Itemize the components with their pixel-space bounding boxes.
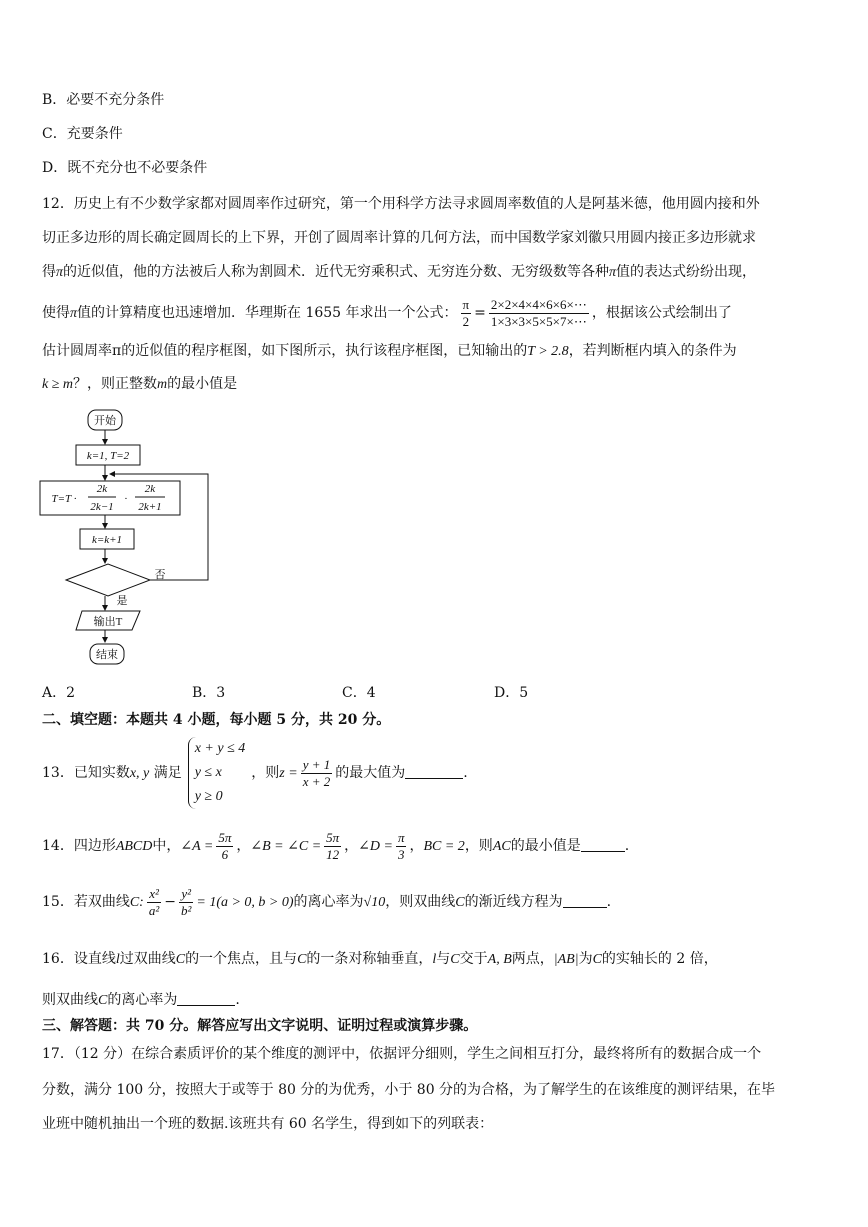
q12-line4 — [42, 296, 732, 331]
q13-post1: ，则 — [251, 765, 280, 781]
q17-line2: 分数，满分 100 分，按照大于或等于 80 分的为优秀，小于 80 分的为合格，为了解学生的在该维度的测评结果，在毕 — [42, 1082, 776, 1098]
q12-option-c: C．4 — [342, 685, 376, 701]
q13-post2: 的最大值为 — [335, 765, 406, 781]
q14: 14．四边形ABCD中，∠A = $\frac{5\pi}{6}$ ，∠B = ∠C = $\frac{5\pi}{12}$ ，∠D = $\frac{\pi}{3}$ ，BC = 2，则AC的最小值是 . — [42, 829, 630, 862]
incr-label: k=k+1 — [91, 534, 123, 546]
q17-line1: 17．（12 分）在综合素质评价的某个维度的测评中，依据评分细则，学生之间相互打分，最终将所有的数据合成一个 — [42, 1046, 762, 1062]
q12-options — [42, 682, 802, 702]
q14-answer-blank — [581, 837, 625, 852]
q13-vars: x, y — [129, 766, 150, 781]
q12-l5b: ，若判断框内填入的条件为 — [568, 343, 737, 359]
program-flowchart — [38, 404, 238, 672]
q12-l6b: 的最小值是 — [167, 376, 238, 392]
q13-z: z = — [279, 766, 298, 781]
constraint-system: x + y ≤ 4 y ≤ x y ≥ 0 — [188, 737, 246, 809]
dot-label: · — [124, 493, 128, 505]
q12-l4b: 值的计算精度也迅速增加．华理斯在 1655 年求出一个公式： — [77, 305, 458, 321]
option-c: C．充要条件 — [42, 126, 123, 142]
f2-num: 2k — [144, 483, 156, 495]
var-m: m — [157, 377, 168, 392]
q15: 15．若双曲线C: $\frac{\text{x²}}{\text{a²}}$ − $\frac{\text{y²}}{\text{b²}}$ = 1(a > 0, b > 0)的离心率为√10，则双曲线C的渐近线方程为 . — [42, 885, 612, 918]
q17-line3: 业班中随机抽出一个班的数据.该班共有 60 名学生，得到如下的列联表： — [42, 1116, 494, 1132]
q13-mid: 满足 — [153, 765, 182, 781]
q12-line1: 12．历史上有不少数学家都对圆周率作过研究，第一个用科学方法寻求圆周率数值的人是阿基米德，他用圆内接和外 — [42, 196, 760, 212]
q12-line6 — [42, 373, 237, 396]
yes-label: 是 — [116, 595, 128, 607]
q16-line1: 16．设直线l过双曲线C的一个焦点，且与C的一条对称轴垂直，l与C交于A, B两点，|AB|为C的实轴长的 2 倍， — [42, 951, 718, 967]
eccentricity-value: √10 — [363, 895, 386, 910]
decision-diamond — [66, 564, 150, 596]
pi-symbol: π — [56, 265, 64, 280]
q12-l3c: 值的表达式纷纷出现， — [616, 264, 757, 280]
quad-name: ABCD — [115, 839, 153, 854]
q12-l3a: 得 — [42, 264, 56, 280]
q16-line2: 则双曲线C的离心率为 . — [42, 992, 240, 1008]
end-label: 结束 — [96, 649, 118, 661]
q12-l5a: 估计圆周率π的近似值的程序框图，如下图所示，执行该程序框图，已知输出的 — [42, 343, 528, 359]
x-term: $\frac{\text{x²}}{\text{a²}}$ — [148, 885, 160, 918]
option-b: B．必要不充分条件 — [42, 92, 165, 108]
f2-den: 2k+1 — [138, 501, 162, 513]
pi-symbol-2: π — [609, 265, 617, 280]
section-fill-in: 二、填空题：本题共 4 小题，每小题 5 分，共 20 分。 — [42, 712, 391, 728]
q12-l4a: 使得 — [42, 305, 70, 321]
q12-line3 — [42, 261, 756, 284]
q12-l4c: ，根据该公式绘制出了 — [591, 305, 732, 321]
no-label: 否 — [154, 569, 166, 581]
q12-option-d: D．5 — [494, 685, 529, 701]
pi-symbol-3: π — [70, 306, 78, 321]
formula-eq: = — [474, 305, 486, 321]
f1-num: 2k — [96, 483, 108, 495]
q16-answer-blank — [177, 991, 235, 1006]
condition-t: T > 2.8 — [527, 344, 569, 359]
q13-fraction: $\frac{y + 1}{x + 2}$ — [302, 756, 331, 789]
q12-l6a: ？，则正整数 — [73, 376, 158, 392]
formula-rhs: $\frac{2\times 2\times 4\times 4\times 6\times 6\times\cdots}{1\times 3\times 3\times 5\times 5\times 7\times\cdots}$ — [490, 296, 587, 329]
condition-k: k ≥ m — [42, 377, 74, 392]
output-label: 输出T — [93, 616, 123, 628]
update-lhs: T=T · — [51, 493, 77, 505]
q13: 13．已知实数x, y 满足 x + y ≤ 4 y ≤ x y ≥ 0 ，则z = $\frac{y + 1}{x + 2}$ 的最大值为 . — [42, 736, 468, 811]
start-label: 开始 — [94, 415, 116, 427]
q12-option-a: A．2 — [42, 685, 76, 701]
q12-l3b: 的近似值，他的方法被后人称为割圆术．近代无穷乘积式、无穷连分数、无穷级数等各种 — [63, 264, 610, 280]
angle-d: $\frac{\pi}{3}$ — [397, 829, 405, 862]
y-term: $\frac{\text{y²}}{\text{b²}}$ — [180, 885, 192, 918]
section-solve: 三、解答题：共 70 分。解答应写出文字说明、证明过程或演算步骤。 — [42, 1018, 478, 1034]
q12-line5 — [42, 340, 737, 363]
option-d: D．既不充分也不必要条件 — [42, 160, 208, 176]
f1-den: 2k−1 — [90, 501, 114, 513]
q12-line2: 切正多边形的周长确定圆周长的上下界，开创了圆周率计算的几何方法，而中国数学家刘徽只用圆内接正多边形就求 — [42, 230, 756, 246]
q13-pre: 13．已知实数 — [42, 765, 130, 781]
formula-lhs: $\frac{\pi}{2}$ — [462, 296, 470, 329]
q12-option-b: B．3 — [192, 685, 226, 701]
init-label: k=1, T=2 — [86, 450, 130, 462]
angle-a: $\frac{5\pi}{6}$ — [218, 829, 232, 862]
angle-bc: $\frac{5\pi}{12}$ — [326, 829, 340, 862]
q13-answer-blank — [405, 764, 463, 779]
q15-answer-blank — [563, 893, 607, 908]
